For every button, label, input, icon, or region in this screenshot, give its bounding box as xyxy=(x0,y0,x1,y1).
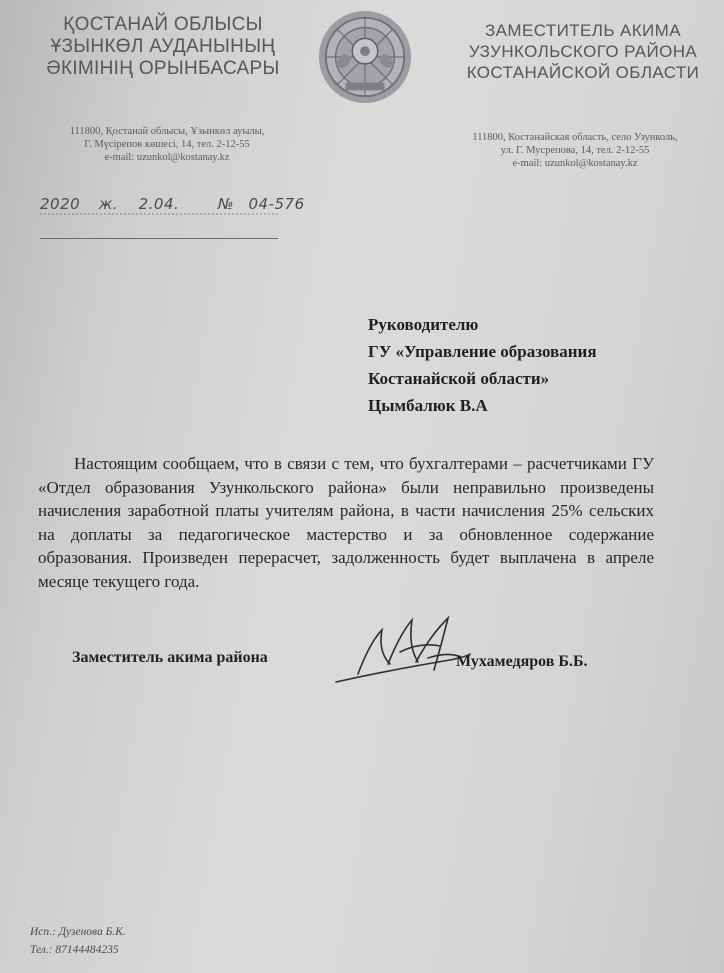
reg-number: 04-576 xyxy=(248,195,305,213)
header-left-line: ҚОСТАНАЙ ОБЛЫСЫ xyxy=(63,14,263,35)
addressee-line: Руководителю xyxy=(368,315,479,334)
address-left xyxy=(42,125,292,164)
handwritten-signature-icon xyxy=(330,612,480,692)
reg-underline xyxy=(40,238,278,239)
addressee-line: Цымбалюк В.А xyxy=(368,396,488,415)
addressee-line: Костанайской области» xyxy=(368,369,550,388)
header-left-line: ӘКІМІНІҢ ОРЫНБАСАРЫ xyxy=(46,58,280,79)
letter-body: Настоящим сообщаем, что в связи с тем, что бухгалтерами – расчетчиками ГУ «Отдел образования Узункольского района» были неправильно произведены начисления заработной платы учителям района, в части начисления 25% сельских на доплаты за педагогическое мастерство и за обновленное содержание образования. Произведен перерасчет, задолженность будет выплачена в апреле месяце текущего года. xyxy=(38,454,654,591)
executor-block xyxy=(30,923,126,959)
header-left-kazakh xyxy=(38,14,288,80)
executor-name: Исп.: Дузенова Б.К. xyxy=(30,926,126,938)
executor-phone: Тел.: 87144484235 xyxy=(30,944,119,956)
signatory-name: Мухамедяров Б.Б. xyxy=(456,653,588,670)
address-right xyxy=(440,131,710,170)
state-emblem-icon xyxy=(316,8,414,106)
address-line: 111800, Қостанай облысы, Ұзынкөл ауылы, xyxy=(69,126,265,137)
header-left-line: ҰЗЫНКӨЛ АУДАНЫНЫҢ xyxy=(50,36,276,57)
address-line: e-mail: uzunkol@kostanay.kz xyxy=(104,152,230,163)
address-line: 111800, Костанайская область, село Узунколь, xyxy=(472,132,678,143)
reg-date: 2.04. xyxy=(138,195,180,213)
addressee-line: ГУ «Управление образования xyxy=(368,342,597,361)
address-line: Г. Мүсірепов көшесі, 14, тел. 2-12-55 xyxy=(84,139,250,150)
address-line: ул. Г. Мусрепова, 14, тел. 2-12-55 xyxy=(500,145,650,156)
header-right-line: ЗАМЕСТИТЕЛЬ АКИМА xyxy=(485,21,681,40)
addressee-block xyxy=(368,311,597,419)
reg-underline-dots xyxy=(40,210,290,218)
registration-block xyxy=(40,190,305,250)
reg-number-sign: № xyxy=(217,195,234,213)
reg-sep: ж. xyxy=(98,195,119,213)
signatory-title: Заместитель акима района xyxy=(72,649,268,666)
header-right-russian xyxy=(448,20,718,83)
reg-year: 2020 xyxy=(40,195,81,213)
header-right-line: УЗУНКОЛЬСКОГО РАЙОНА xyxy=(468,42,698,61)
header-right-line: КОСТАНАЙСКОЙ ОБЛАСТИ xyxy=(466,63,700,82)
address-line: e-mail: uzunkol@kostanay.kz xyxy=(512,158,638,169)
